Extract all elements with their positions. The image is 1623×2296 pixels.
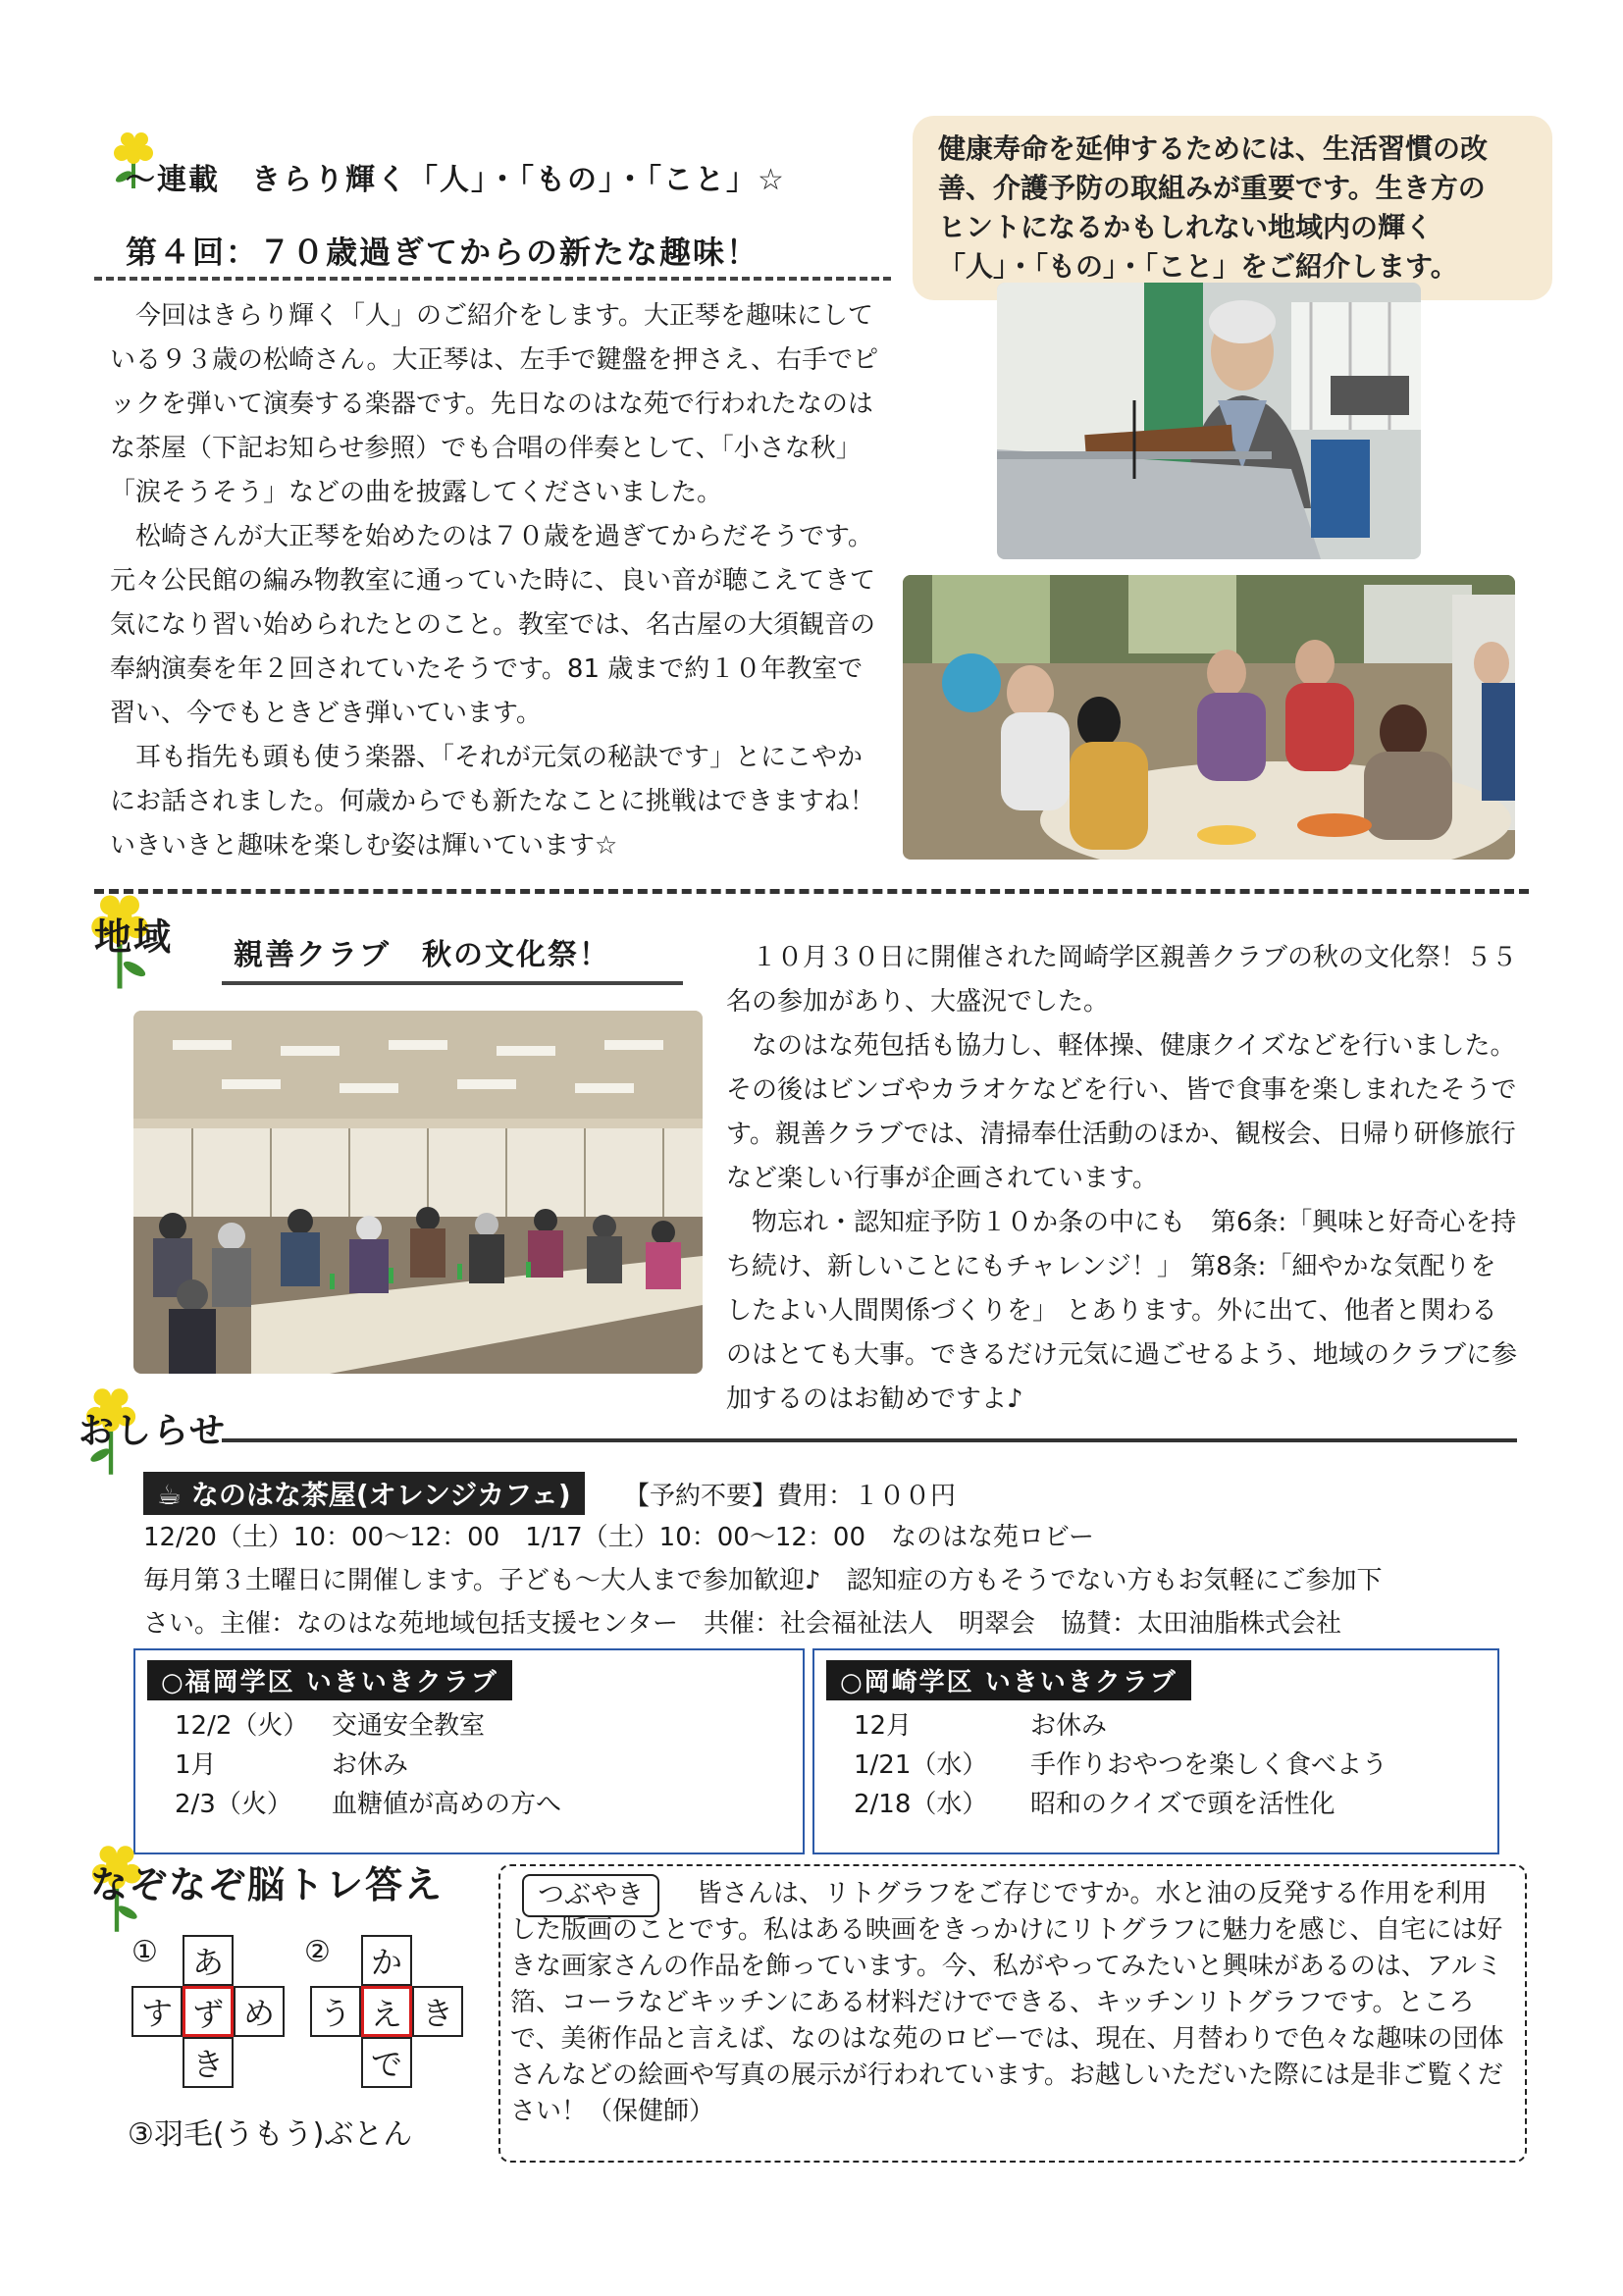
club-row [854, 1785, 1497, 1824]
club-title: ○福岡学区 いきいきクラブ [147, 1660, 512, 1700]
photo-culture-festival-hall [133, 1011, 703, 1374]
cafe-label [143, 1472, 585, 1515]
community-title: 親善クラブ 秋の文化祭！ [234, 938, 610, 972]
puzzle2-top: か [361, 1935, 412, 1986]
puzzle2-left: う [310, 1986, 361, 2037]
club-box-okazaki [812, 1648, 1499, 1854]
cafe-description-2: さい。主催：なのはな苑地域包括支援センター 共催：社会福祉法人 明翠会 協賛：太田油脂株式会社 [143, 1609, 1341, 1639]
puzzle2-number: ② [304, 1935, 331, 1969]
club-row-date: 12/2（火） [175, 1711, 309, 1741]
club-row [175, 1746, 803, 1785]
club-box-fukuoka [133, 1648, 805, 1854]
puzzle1-bottom: き [183, 2037, 234, 2088]
club-row-date: 2/3（火） [175, 1790, 292, 1819]
title-underline [222, 981, 683, 985]
serial-body [110, 294, 881, 868]
puzzle2-right: き [412, 1986, 463, 2037]
club-row-date: 1/21（水） [854, 1750, 988, 1780]
callout-line: 健康寿命を延伸するためには、生活習慣の改 [938, 132, 1489, 165]
serial-paragraph: 松崎さんが大正琴を始めたのは７０歳を過ぎてからだそうです。元々公民館の編み物教室に通っていた時に、良い音が聴こえてきて気になり習い始められたとのこと。教室では、名古屋の大須観音の奉納演奏を年２回されていたそうです。81 歳まで約１０年教室で習い、今でもときどき弾いています。 [110, 522, 876, 728]
serial-paragraph: 今回はきらり輝く「人」のご紹介をします。大正琴を趣味にしている９３歳の松崎さん。大正琴は、左手で鍵盤を押さえ、右手でピックを弾いて演奏する楽器です。先日なのはな苑で行われたなのはな茶屋（下記お知らせ参照）でも合唱の伴奏として、「小さな秋」「涙そうそう」などの曲を披露してくださいました。 [110, 301, 879, 507]
tsubuyaki-text: 皆さんは、リトグラフをご存じですか。水と油の反発する作用を利用した版画のことです。私はある映画をきっかけにリトグラフに魅力を感じ、自宅には好きな画家さんの作品を飾っています。今、私がやってみたいと興味があるのは、アルミ箔、コーラなどキッチンにある材料だけでできる、キッチンリトグラフです。ところで、美術作品と言えば、なのはな苑のロビーでは、現在、月替わりで色々な趣味の団体さんなどの絵画や写真の展示が行われています。お越しいただいた際には是非ご覧ください！（保健師） [510, 1879, 1504, 2126]
photo-taishogoto-player [997, 283, 1421, 559]
callout-line: ヒントになるかもしれない地域内の輝く [938, 211, 1434, 243]
club-row-event: 血糖値が高めの方へ [332, 1790, 562, 1819]
puzzle1-right: め [234, 1986, 285, 2037]
puzzle1-number: ① [131, 1935, 158, 1969]
community-paragraph: １０月３０日に開催された岡崎学区親善クラブの秋の文化祭！５５名の参加があり、大盛況でした。 [726, 943, 1518, 1017]
club-row-date: 2/18（水） [854, 1790, 988, 1819]
tsubuyaki-label: つぶやき [522, 1874, 659, 1917]
community-paragraph: 物忘れ・認知症予防１０か条の中にも 第6条:「興味と好奇心を持ち続け、新しいことにもチャレンジ！」 第8条:「細やかな気配りをしたよい人間関係づくりを」 とあります。外に出て、他者と関わるのはとても大事。できるだけ元気に過ごせるよう、地域のクラブに参加するのはお勧めですよ♪ [726, 1208, 1518, 1414]
cafe-schedule: 12/20（土）10：00～12：00 1/17（土）10：00～12：00 なのはな苑ロビー [143, 1523, 1094, 1552]
cafe-label-text: なのはな茶屋(オレンジカフェ) [190, 1479, 571, 1511]
club-row [175, 1785, 803, 1824]
club-row-date: 1月 [175, 1750, 217, 1780]
club-row-event: 手作りおやつを楽しく食べよう [1030, 1750, 1388, 1780]
notice-heading-rule [222, 1438, 1517, 1442]
serial-intro-callout [913, 116, 1552, 300]
club-row-date: 12月 [854, 1711, 913, 1741]
club-row [854, 1746, 1497, 1785]
callout-line: 善、介護予防の取組みが重要です。生き方の [938, 172, 1486, 204]
serial-episode-title: 第４回：７０歳過ぎてからの新たな趣味！ [126, 234, 760, 271]
episode-underline [94, 277, 891, 281]
club-title: ○岡崎学区 いきいきクラブ [826, 1660, 1191, 1700]
notice-tag: おしらせ [79, 1411, 227, 1451]
puzzle1-left: す [131, 1986, 183, 2037]
club-row [175, 1706, 803, 1746]
puzzle-title: なぞなぞ脳トレ答え [90, 1863, 445, 1906]
photo-orange-cafe-gathering [903, 575, 1515, 860]
club-row-event: 昭和のクイズで頭を活性化 [1030, 1790, 1335, 1819]
puzzle1-center-answer: ず [183, 1986, 234, 2037]
puzzle2-center-answer: え [361, 1986, 412, 2037]
club-row-event: 交通安全教室 [332, 1711, 486, 1741]
puzzle2-bottom: で [361, 2037, 412, 2088]
club-row-event: お休み [1030, 1711, 1108, 1741]
cafe-description-1: 毎月第３土曜日に開催します。子ども～大人まで参加歓迎♪ 認知症の方もそうでない方もお気軽にご参加下 [143, 1566, 1383, 1595]
community-paragraph: なのはな苑包括も協力し、軽体操、健康クイズなどを行いました。その後はビンゴやカラオケなどを行い、皆で食事を楽しまれたそうです。親善クラブでは、清掃奉仕活動のほか、観桜会、日帰り研修旅行など楽しい行事が企画されています。 [726, 1031, 1517, 1193]
serial-paragraph: 耳も指先も頭も使う楽器、「それが元気の秘訣です」とにこやかにお話されました。何歳からでも新たなことに挑戦はできますね！いきいきと趣味を楽しむ姿は輝いています☆ [110, 743, 875, 861]
serial-header: ～連載 きらり輝く「人」・「もの」・「こと」☆ [126, 163, 786, 197]
section-separator [94, 889, 1529, 894]
callout-line: 「人」・「もの」・「こと」をご紹介します。 [938, 250, 1458, 283]
club-row [854, 1706, 1497, 1746]
puzzle3-answer: ③羽毛(うもう)ぶとん [128, 2117, 413, 2152]
puzzle1-top: あ [183, 1935, 234, 1986]
cup-icon: ☕ [157, 1479, 183, 1511]
community-tag: 地域 [94, 915, 174, 959]
club-row-event: お休み [332, 1750, 409, 1780]
community-body [726, 936, 1519, 1422]
cafe-info: 【予約不要】費用：１００円 [624, 1482, 957, 1511]
